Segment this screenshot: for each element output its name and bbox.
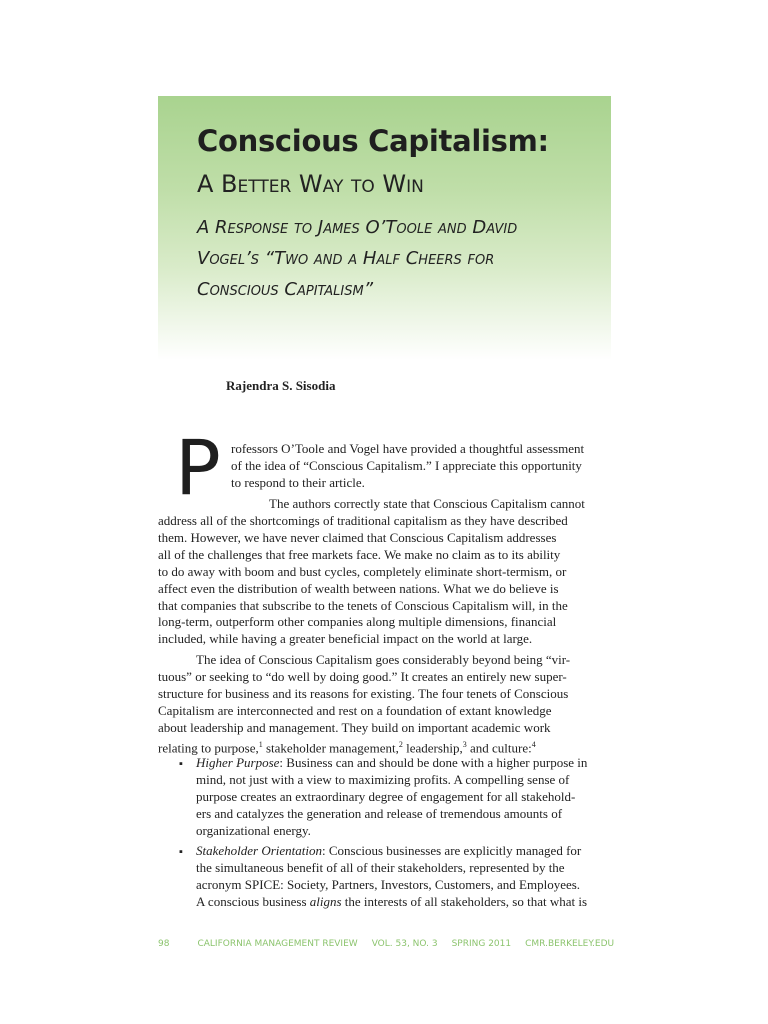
bullet-marker: ▪ [179,758,183,770]
footnote-ref: 1 [258,740,263,749]
response-line: Conscious Capitalism” [197,279,374,300]
body-text-run: A conscious business [196,894,310,909]
body-line [196,893,587,910]
response-line: Vogel’s “Two and a Half Cheers for [197,248,495,269]
body-line: address all of the shortcomings of traditional capitalism as they have described [158,513,568,528]
author-name: Rajendra S. Sisodia [226,378,336,393]
body-line: long-term, outperform other companies along multiple dimensions, financial [158,614,557,629]
body-text-run: relating to purpose, [158,740,259,756]
article-title: Conscious Capitalism: [197,124,549,158]
body-text-run: and culture: [466,740,532,756]
bullet-term: Stakeholder Orientation [196,843,323,858]
journal-name: CALIFORNIA MANAGEMENT REVIEW [197,939,358,949]
journal-url: CMR.BERKELEY.EDU [525,939,615,949]
body-line: about leadership and management. They build on important academic work [158,720,551,735]
body-line: all of the challenges that free markets face. We make no claim as to its ability [158,547,561,562]
article-response-heading [197,212,597,305]
body-line: ers and catalyzes the generation and release of tremendous amounts of [196,806,563,821]
body-text-run: stakeholder management, [262,740,399,756]
body-line: of the idea of “Conscious Capitalism.” I appreciate this opportunity [231,458,582,473]
body-text-run: : Business can and should be done with a higher purpose in [279,755,588,770]
body-line: acronym SPICE: Society, Partners, Investors, Customers, and Employees. [196,877,581,892]
body-line: the simultaneous benefit of all of their stakeholders, represented by the [196,860,565,875]
drop-cap: P [175,423,221,512]
bullet-term: Higher Purpose [196,755,280,770]
body-line: them. However, we have never claimed that Conscious Capitalism addresses [158,530,557,545]
article-subtitle: A Better Way to Win [197,170,424,198]
response-line: A Response to James O’Toole and David [197,217,518,238]
page-number: 98 [158,939,170,949]
body-line: tuous” or seeking to “do well by doing good.” It creates an entirely new super- [158,669,567,684]
body-line: structure for business and its reasons for existing. The four tenets of Conscious [158,686,569,701]
body-line: that companies that subscribe to the tenets of Conscious Capitalism will, in the [158,598,568,613]
body-line: affect even the distribution of wealth between nations. What we do believe is [158,581,559,596]
body-text-run: the interests of all stakeholders, so that what is [341,894,588,909]
body-line: mind, not just with a view to maximizing profits. A compelling sense of [196,772,570,787]
body-line: The idea of Conscious Capitalism goes considerably beyond being “vir- [196,652,571,667]
body-line [196,754,587,771]
body-line: to do away with boom and bust cycles, completely eliminate short-termism, or [158,564,567,579]
footnote-ref: 3 [462,740,467,749]
issue-info: SPRING 2011 [451,939,512,949]
body-line: included, while having a greater beneficial impact on the world at large. [158,631,533,646]
body-line: purpose creates an extraordinary degree of engagement for all stakehold- [196,789,576,804]
bullet-marker: ▪ [179,846,183,858]
body-line [196,842,581,859]
volume-info: VOL. 53, NO. 3 [371,939,438,949]
body-line: The authors correctly state that Conscious Capitalism cannot [269,496,585,511]
body-line: organizational energy. [196,823,311,838]
footnote-ref: 4 [531,740,536,749]
page-footer [158,939,628,949]
body-line: rofessors O’Toole and Vogel have provided a thoughtful assessment [231,441,585,456]
body-text-run: leadership, [402,740,463,756]
body-line: Capitalism are interconnected and rest on a foundation of extant knowledge [158,703,552,718]
body-line: to respond to their article. [231,475,365,490]
emphasis: aligns [309,894,342,909]
body-text-run: : Conscious businesses are explicitly managed for [322,843,582,858]
footnote-ref: 2 [398,740,403,749]
